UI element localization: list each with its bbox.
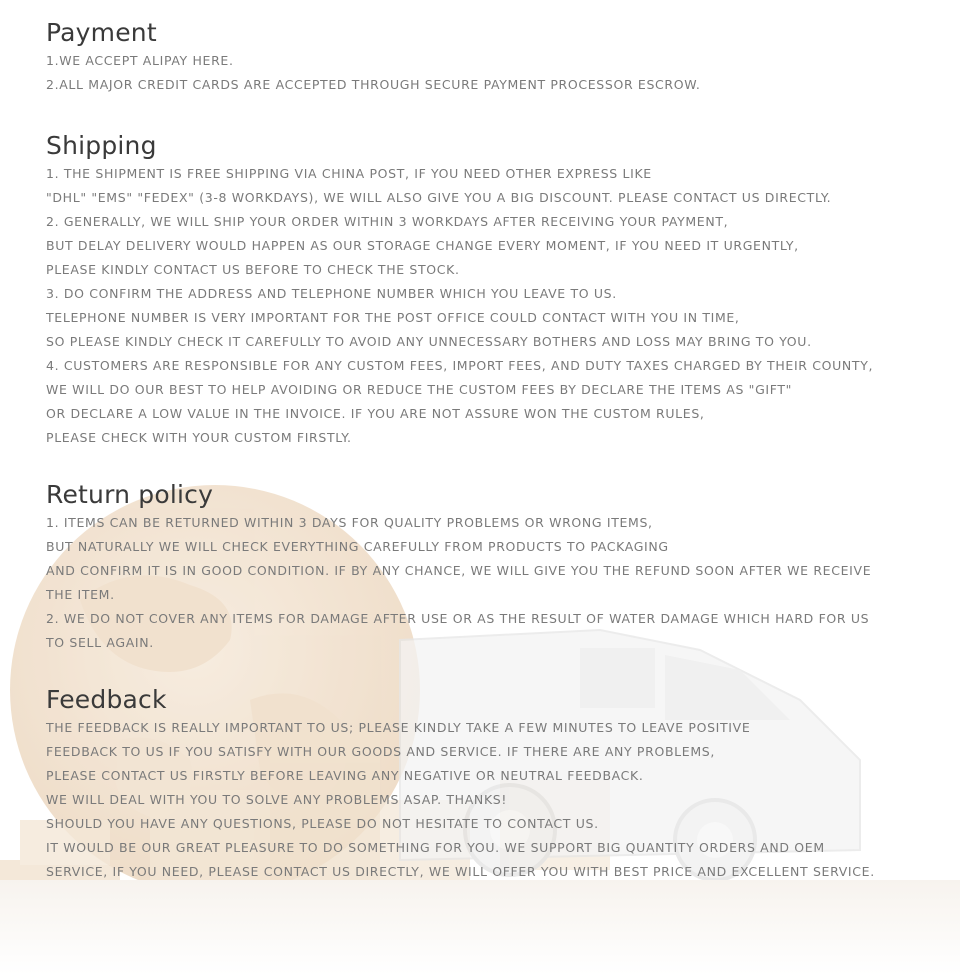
section-title-feedback: Feedback — [46, 685, 167, 714]
feedback-line: FEEDBACK TO US IF YOU SATISFY WITH OUR GOODS AND SERVICE. IF THERE ARE ANY PROBLEMS, — [46, 744, 715, 759]
return-policy-line: THE ITEM. — [46, 587, 115, 602]
feedback-line: IT WOULD BE OUR GREAT PLEASURE TO DO SOMETHING FOR YOU. WE SUPPORT BIG QUANTITY ORDERS AND OEM — [46, 840, 825, 855]
return-policy-line: 1. ITEMS CAN BE RETURNED WITHIN 3 DAYS FOR QUALITY PROBLEMS OR WRONG ITEMS, — [46, 515, 653, 530]
return-policy-line: BUT NATURALLY WE WILL CHECK EVERYTHING CAREFULLY FROM PRODUCTS TO PACKAGING — [46, 539, 669, 554]
section-title-payment: Payment — [46, 18, 157, 47]
shipping-line: 1. THE SHIPMENT IS FREE SHIPPING VIA CHINA POST, IF YOU NEED OTHER EXPRESS LIKE — [46, 166, 652, 181]
shipping-line: TELEPHONE NUMBER IS VERY IMPORTANT FOR THE POST OFFICE COULD CONTACT WITH YOU IN TIME, — [46, 310, 740, 325]
shipping-line: "DHL" "EMS" "FEDEX" (3-8 WORKDAYS), WE WILL ALSO GIVE YOU A BIG DISCOUNT. PLEASE CONTACT US DIRECTLY. — [46, 190, 832, 205]
feedback-line: PLEASE CONTACT US FIRSTLY BEFORE LEAVING ANY NEGATIVE OR NEUTRAL FEEDBACK. — [46, 768, 644, 783]
section-feedback — [46, 685, 951, 884]
section-title-shipping: Shipping — [46, 131, 157, 160]
feedback-line: WE WILL DEAL WITH YOU TO SOLVE ANY PROBLEMS ASAP. THANKS! — [46, 792, 508, 807]
shipping-line: 3. DO CONFIRM THE ADDRESS AND TELEPHONE NUMBER WHICH YOU LEAVE TO US. — [46, 286, 617, 301]
payment-line: 2.ALL MAJOR CREDIT CARDS ARE ACCEPTED THROUGH SECURE PAYMENT PROCESSOR ESCROW. — [46, 77, 701, 92]
return-policy-line: TO SELL AGAIN. — [46, 635, 154, 650]
shipping-line: BUT DELAY DELIVERY WOULD HAPPEN AS OUR STORAGE CHANGE EVERY MOMENT, IF YOU NEED IT URGENTLY, — [46, 238, 799, 253]
shipping-line: WE WILL DO OUR BEST TO HELP AVOIDING OR REDUCE THE CUSTOM FEES BY DECLARE THE ITEMS AS "GIFT" — [46, 382, 793, 397]
feedback-line: SHOULD YOU HAVE ANY QUESTIONS, PLEASE DO NOT HESITATE TO CONTACT US. — [46, 816, 599, 831]
feedback-line: SERVICE, IF YOU NEED, PLEASE CONTACT US DIRECTLY, WE WILL OFFER YOU WITH BEST PRICE AND EXCELLENT SERVICE. — [46, 864, 875, 879]
ground-shape — [0, 880, 960, 975]
section-title-return-policy: Return policy — [46, 480, 214, 509]
section-return-policy — [46, 480, 951, 655]
shipping-line: 4. CUSTOMERS ARE RESPONSIBLE FOR ANY CUSTOM FEES, IMPORT FEES, AND DUTY TAXES CHARGED BY THEIR COUNTY, — [46, 358, 874, 373]
return-policy-line: AND CONFIRM IT IS IN GOOD CONDITION. IF BY ANY CHANCE, WE WILL GIVE YOU THE REFUND SOON AFTER WE RECEIVE — [46, 563, 872, 578]
shipping-line: 2. GENERALLY, WE WILL SHIP YOUR ORDER WITHIN 3 WORKDAYS AFTER RECEIVING YOUR PAYMENT, — [46, 214, 729, 229]
shipping-line: SO PLEASE KINDLY CHECK IT CAREFULLY TO AVOID ANY UNNECESSARY BOTHERS AND LOSS MAY BRING TO YOU. — [46, 334, 812, 349]
shipping-line: OR DECLARE A LOW VALUE IN THE INVOICE. IF YOU ARE NOT ASSURE WON THE CUSTOM RULES, — [46, 406, 705, 421]
policy-content — [46, 18, 951, 884]
section-shipping — [46, 131, 951, 450]
payment-line: 1.WE ACCEPT ALIPAY HERE. — [46, 53, 234, 68]
feedback-line: THE FEEDBACK IS REALLY IMPORTANT TO US; PLEASE KINDLY TAKE A FEW MINUTES TO LEAVE POSITIVE — [46, 720, 751, 735]
return-policy-line: 2. WE DO NOT COVER ANY ITEMS FOR DAMAGE AFTER USE OR AS THE RESULT OF WATER DAMAGE WHICH HARD FOR US — [46, 611, 870, 626]
shipping-line: PLEASE KINDLY CONTACT US BEFORE TO CHECK THE STOCK. — [46, 262, 460, 277]
section-payment — [46, 18, 951, 97]
shipping-line: PLEASE CHECK WITH YOUR CUSTOM FIRSTLY. — [46, 430, 352, 445]
